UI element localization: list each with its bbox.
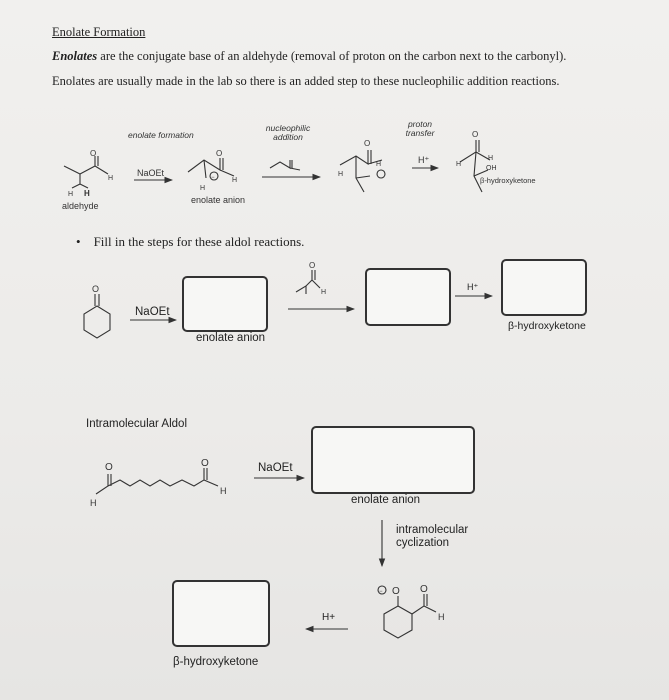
aldehyde-label: aldehyde [62,201,99,211]
section-title: Enolate Formation [52,25,146,39]
svg-text:H: H [338,171,344,178]
instruction-text: • Fill in the steps for these aldol reactions. [76,234,305,249]
svg-text:H: H [456,161,462,168]
svg-text:H: H [108,175,114,182]
lab-note: Enolates are usually made in the lab so there is an added step to these nucleophilic addition reactions. [52,74,560,88]
intramolecular-cyclization-label: intramolecular cyclization [396,524,469,549]
example-product-label: β-hydroxyketone [480,176,536,185]
intramolecular-product-label: β-hydroxyketone [173,656,259,668]
exercise-enolate-label: enolate anion [196,332,266,344]
exercise-reagent-h-plus: H⁺ [467,282,479,292]
svg-text:−: − [379,589,383,595]
svg-text:H: H [200,185,206,192]
svg-text:H: H [68,191,74,198]
svg-text:H: H [321,289,327,296]
example-enolate-label: enolate anion [191,195,246,205]
intramolecular-reagent-h-plus: H+ [322,612,336,623]
intramolecular-enolate-label: enolate anion [351,494,421,506]
dialdehyde-structure [90,458,227,508]
example-electrophile [270,160,300,170]
cyclohexanone-structure [84,284,110,338]
example-reagent-naoet: NaOEt [137,168,165,178]
svg-text:H: H [90,498,97,508]
svg-text:−: − [211,175,215,181]
definition-text: are the conjugate base of an aldehyde (removal of proton on the carbon next to the carbonyl). [97,49,567,63]
exercise-reagent-naoet: NaOEt [135,306,170,318]
step-label-proton-transfer: proton transfer [405,119,435,138]
svg-text:O: O [216,149,223,158]
enolate-structure [188,149,237,192]
svg-text:O: O [309,261,316,270]
svg-text:H: H [220,486,227,496]
instruction-label: Fill in the steps for these aldol reactions. [93,234,305,249]
intramolecular-reagent-naoet: NaOEt [258,462,293,474]
svg-text:O: O [105,462,113,473]
svg-text:H: H [84,189,90,198]
aldehyde-structure [64,149,113,198]
step-label-enolate-formation: enolate formation [128,130,194,140]
svg-text:O: O [392,586,400,597]
svg-text:O: O [364,139,371,148]
cyclized-alkoxide-structure [378,584,445,638]
svg-text:O: O [472,130,479,139]
definition-term: Enolates [52,49,98,63]
svg-text:H: H [232,177,238,184]
example-reagent-h-plus: H⁺ [418,155,430,165]
svg-text:O: O [420,584,428,595]
alkoxide-structure [338,139,385,192]
svg-text:O: O [201,458,209,469]
svg-text:H: H [376,161,382,168]
svg-text:H: H [488,155,494,162]
exercise-electrophile-structure [296,261,326,296]
svg-text:OH: OH [486,165,497,172]
step-label-nucleophilic-addition: nucleophilic addition [265,123,311,142]
exercise-product-label: β-hydroxyketone [508,320,586,332]
svg-text:O: O [90,149,97,158]
svg-text:O: O [92,284,100,294]
intramolecular-heading: Intramolecular Aldol [86,418,187,430]
svg-text:H: H [438,612,445,622]
beta-hydroxyketone-structure [456,130,497,192]
